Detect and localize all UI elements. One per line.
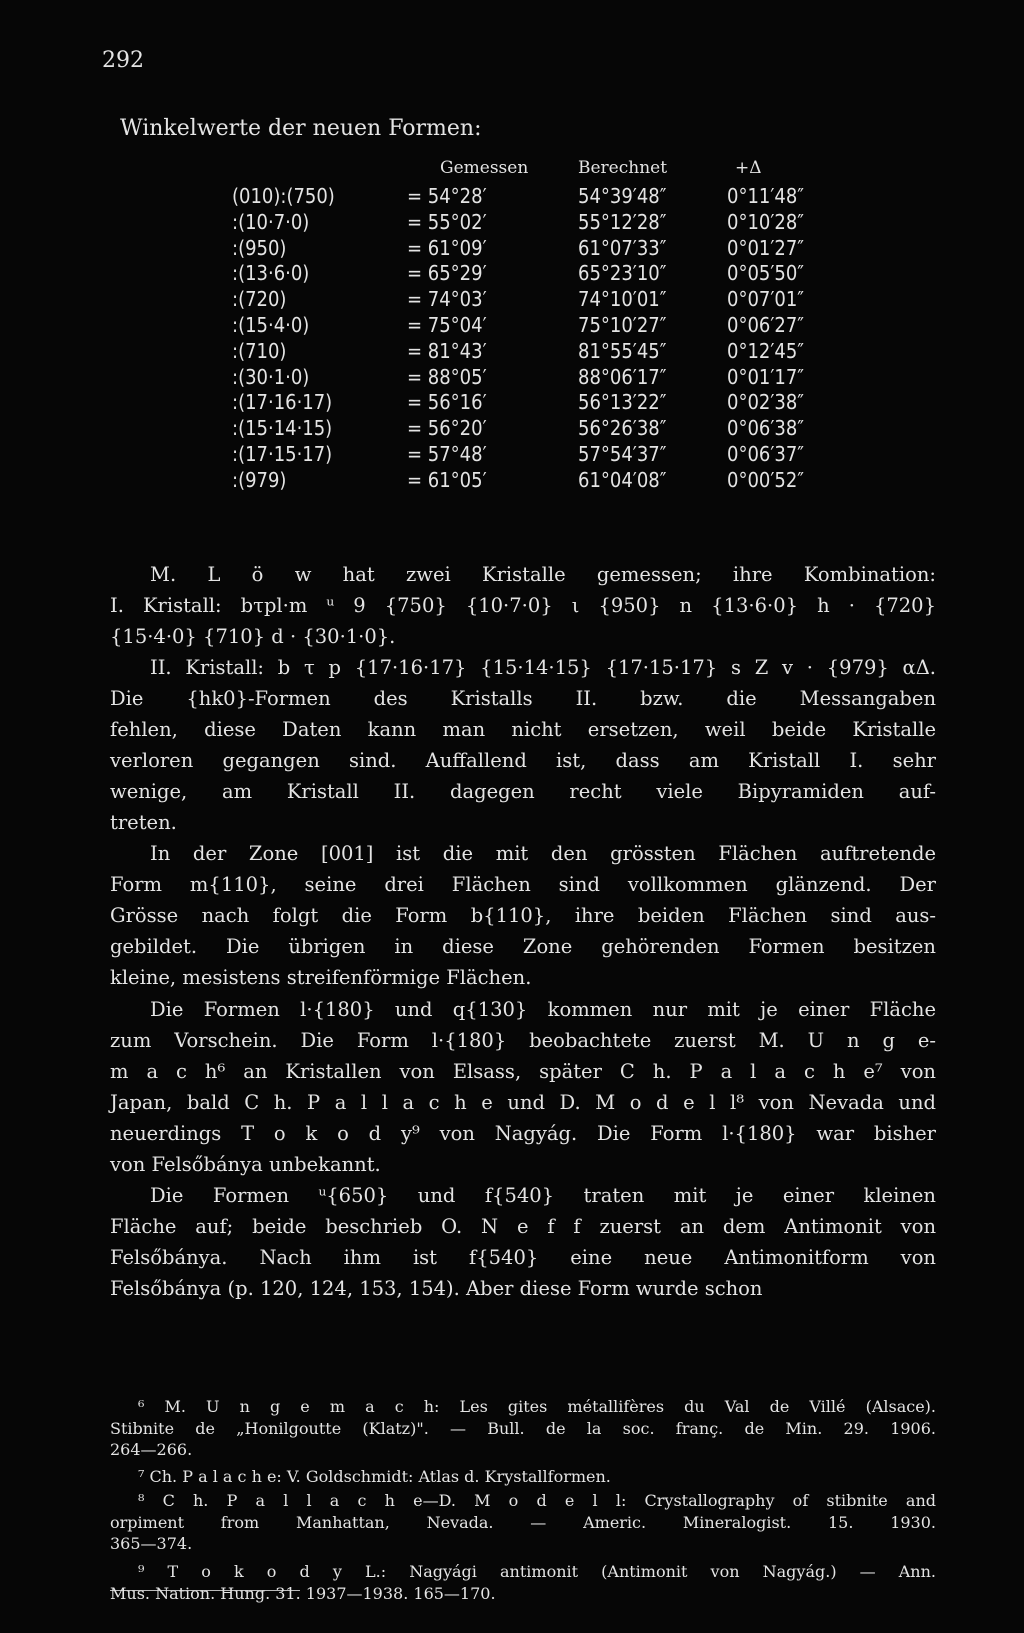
calculated-cell: 57°54′37″ — [578, 442, 667, 466]
face-cell: :(30·1·0) — [232, 364, 310, 389]
calculated-cell: 61°07′33″ — [578, 235, 667, 260]
delta-cell: 0°06′38″ — [727, 416, 805, 441]
measured-cell: = 55°02′ — [407, 209, 487, 234]
column-header-calculated: Berechnet — [578, 158, 668, 178]
paragraph-line: Felsőbánya. Nach ihm ist f{540} eine neue Antimonitform von — [110, 1246, 936, 1269]
delta-cell: 0°06′37″ — [727, 442, 805, 466]
calculated-cell: 61°04′08″ — [578, 467, 667, 492]
delta-cell: 0°00′52″ — [727, 467, 805, 492]
footnote-line: Mus. Nation. Hung. 31. 1937—1938. 165—170. — [110, 1583, 496, 1603]
paragraph-line: Die Formen ᵘ{650} und f{540} traten mit je einer kleinen — [150, 1184, 936, 1207]
footnote — [110, 1561, 936, 1604]
face-cell: :(710) — [232, 338, 287, 363]
footnote-line: orpiment from Manhattan, Nevada. — Americ. Mineralogist. 15. 1930. — [110, 1512, 936, 1532]
measured-cell: = 74°03′ — [407, 287, 487, 312]
footnote-line: ⁸ C h. P a l l a c h e—D. M o d e l l: Crystallography of stibnite and — [138, 1491, 936, 1510]
paragraph-line: verloren gegangen sind. Auffallend ist, dass am Kristall I. sehr — [110, 749, 936, 772]
calculated-cell: 88°06′17″ — [578, 364, 667, 389]
footnote-line: Stibnite de „Honilgoutte (Klatz)". — Bull. de la soc. franç. de Min. 29. 1906. — [110, 1418, 936, 1438]
face-cell: :(13·6·0) — [232, 261, 310, 286]
face-cell: :(15·14·15) — [232, 416, 333, 441]
paragraph-line: Japan, bald C h. P a l l a c h e und D. M o d e l l⁸ von Nevada und — [110, 1091, 936, 1114]
paragraph — [110, 994, 936, 1180]
footnote — [110, 1396, 936, 1461]
measured-cell: = 57°48′ — [407, 442, 487, 466]
paragraph-line: m a c h⁶ an Kristallen von Elsass, später C h. P a l a c h e⁷ von — [110, 1060, 936, 1083]
paragraph-line: In der Zone [001] ist die mit den grössten Flächen auftretende — [150, 842, 936, 865]
delta-cell: 0°10′28″ — [727, 209, 805, 234]
paragraph-line: Die Formen l·{180} und q{130} kommen nur mit je einer Fläche — [150, 998, 936, 1021]
calculated-cell: 56°26′38″ — [578, 416, 667, 441]
delta-cell: 0°11′48″ — [727, 184, 805, 208]
face-cell: :(10·7·0) — [232, 209, 310, 234]
paragraph-line: Die {hk0}-Formen des Kristalls II. bzw. die Messangaben — [110, 687, 936, 710]
paragraph-line: neuerdings T o k o d y⁹ von Nagyág. Die Form l·{180} war bisher — [110, 1122, 936, 1145]
paragraph-line: gebildet. Die übrigen in diese Zone gehörenden Formen besitzen — [110, 935, 936, 958]
paragraph-line: kleine, mesistens streifenförmige Flächen. — [110, 966, 532, 989]
delta-cell: 0°12′45″ — [727, 338, 805, 363]
footnote — [110, 1466, 936, 1488]
paragraph-line: treten. — [110, 811, 177, 834]
measured-cell: = 75°04′ — [407, 313, 487, 337]
measured-cell: = 54°28′ — [407, 184, 487, 208]
paragraph-line: fehlen, diese Daten kann man nicht ersetzen, weil beide Kristalle — [110, 718, 936, 741]
measured-cell: = 65°29′ — [407, 261, 487, 286]
calculated-cell: 55°12′28″ — [578, 209, 667, 234]
calculated-cell: 81°55′45″ — [578, 338, 667, 363]
paragraph-line: M. L ö w hat zwei Kristalle gemessen; ihre Kombination: — [150, 563, 936, 586]
paragraph-line: Form m{110}, seine drei Flächen sind vollkommen glänzend. Der — [110, 873, 936, 896]
delta-cell: 0°06′27″ — [727, 313, 805, 337]
footnote-line: ⁶ M. U n g e m a c h: Les gites métallifères du Val de Villé (Alsace). — [138, 1397, 936, 1416]
paragraph-line: II. Kristall: b τ p {17·16·17} {15·14·15} {17·15·17} s Z v · {979} αΔ. — [150, 656, 936, 679]
paragraph-line: Grösse nach folgt die Form b{110}, ihre beiden Flächen sind aus- — [110, 904, 936, 927]
paragraph-line: Felsőbánya (p. 120, 124, 153, 154). Aber diese Form wurde schon — [110, 1277, 763, 1300]
calculated-cell: 65°23′10″ — [578, 261, 667, 286]
footnote-line: 264—266. — [110, 1440, 193, 1459]
delta-cell: 0°02′38″ — [727, 390, 805, 415]
paragraph-line: I. Kristall: bτpl·m ᵘ 9 {750} {10·7·0} ι {950} n {13·6·0} h · {720} — [110, 594, 936, 617]
paragraph — [110, 1180, 936, 1304]
paragraph-line: zum Vorschein. Die Form l·{180} beobachtete zuerst M. U n g e- — [110, 1029, 936, 1052]
paragraph — [110, 559, 936, 652]
measured-cell: = 61°09′ — [407, 235, 487, 260]
measured-cell: = 56°16′ — [407, 390, 487, 415]
delta-cell: 0°07′01″ — [727, 287, 805, 312]
footnote-line: ⁹ T o k o d y L.: Nagyági antimonit (Antimonit von Nagyág.) — Ann. — [138, 1562, 936, 1581]
footnote-line: 365—374. — [110, 1534, 193, 1553]
delta-cell: 0°05′50″ — [727, 261, 805, 286]
footnote-line: ⁷ Ch. P a l a c h e: V. Goldschmidt: Atlas d. Krystallformen. — [138, 1467, 611, 1486]
face-cell: :(17·15·17) — [232, 442, 333, 466]
measured-cell: = 61°05′ — [407, 467, 487, 492]
page-number: 292 — [102, 48, 144, 73]
paragraph-line: Fläche auf; beide beschrieb O. N e f f zuerst an dem Antimonit von — [110, 1215, 936, 1238]
paragraph-line: von Felsőbánya unbekannt. — [110, 1153, 381, 1176]
measured-cell: = 88°05′ — [407, 364, 487, 389]
face-cell: :(720) — [232, 287, 287, 312]
paragraph — [110, 652, 936, 838]
calculated-cell: 74°10′01″ — [578, 287, 667, 312]
calculated-cell: 56°13′22″ — [578, 390, 667, 415]
table-heading: Winkelwerte der neuen Formen: — [120, 116, 482, 141]
face-cell: (010):(750) — [232, 184, 335, 208]
face-cell: :(950) — [232, 235, 287, 260]
face-cell: :(17·16·17) — [232, 390, 333, 415]
paragraph-line: wenige, am Kristall II. dagegen recht viele Bipyramiden auf- — [110, 780, 936, 803]
delta-cell: 0°01′27″ — [727, 235, 805, 260]
calculated-cell: 75°10′27″ — [578, 313, 667, 337]
delta-cell: 0°01′17″ — [727, 364, 805, 389]
column-header-delta: +Δ — [735, 158, 762, 178]
footnote — [110, 1490, 936, 1555]
paragraph-line: {15·4·0} {710} d · {30·1·0}. — [110, 625, 396, 648]
column-header-measured: Gemessen — [440, 158, 529, 178]
paragraph — [110, 838, 936, 993]
measured-cell: = 56°20′ — [407, 416, 487, 441]
face-cell: :(15·4·0) — [232, 313, 310, 337]
calculated-cell: 54°39′48″ — [578, 184, 667, 208]
face-cell: :(979) — [232, 467, 287, 492]
measured-cell: = 81°43′ — [407, 338, 487, 363]
